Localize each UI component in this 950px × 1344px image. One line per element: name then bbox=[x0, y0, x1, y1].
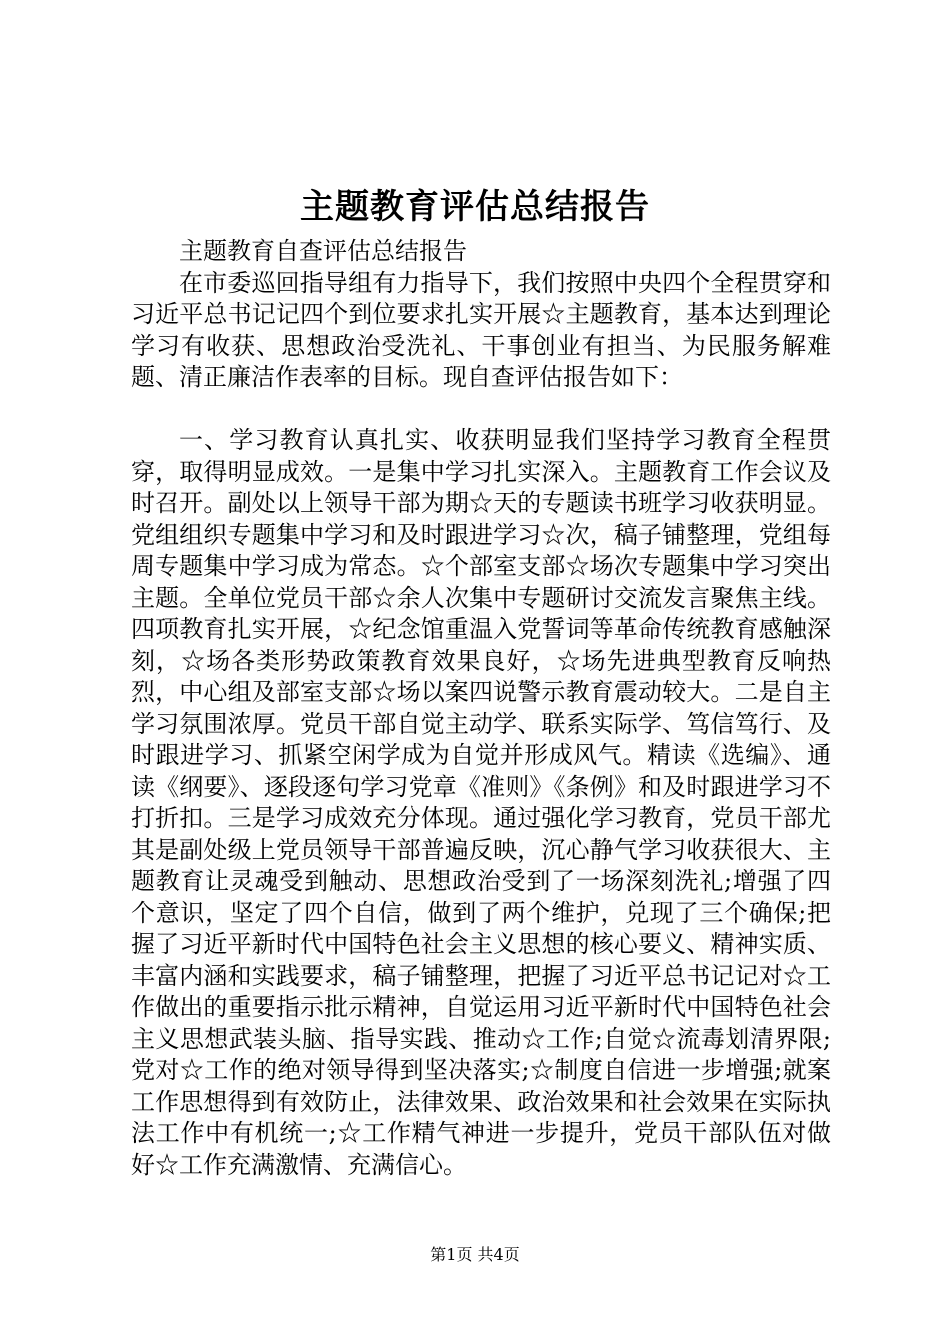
document-body bbox=[131, 236, 831, 1181]
document-title: 主题教育评估总结报告 bbox=[300, 187, 650, 227]
subtitle-paragraph: 主题教育自查评估总结报告 bbox=[179, 237, 467, 265]
page-number-footer: 第1页 共4页 bbox=[430, 1245, 520, 1264]
section-one-paragraph: 一、学习教育认真扎实、收获明显我们坚持学习教育全程贯穿，取得明显成效。一是集中学习扎实深入。主题教育工作会议及时召开。副处以上领导干部为期☆天的专题读书班学习收获明显。党组组织专题集中学习和及时跟进学习☆次，稿子铺整理，党组每周专题集中学习成为常态。☆个部室支部☆场次专题集中学习突出主题。全单位党员干部☆余人次集中专题研讨交流发言聚焦主线。四项教育扎实开展，☆纪念馆重温入党誓词等革命传统教育感触深刻，☆场各类形势政策教育效果良好，☆场先进典型教育反响热烈，中心组及部室支部☆场以案四说警示教育震动较大。二是自主学习氛围浓厚。党员干部自觉主动学、联系实际学、笃信笃行、及时跟进学习、抓紧空闲学成为自觉并形成风气。精读《选编》、通读《纲要》、逐段逐句学习党章《准则》《条例》和及时跟进学习不打折扣。三是学习成效充分体现。通过强化学习教育，党员干部尤其是副处级上党员领导干部普遍反映，沉心静气学习收获很大、主题教育让灵魂受到触动、思想政治受到了一场深刻洗礼;增强了四个意识，坚定了四个自信，做到了两个维护，兑现了三个确保;把握了习近平新时代中国特色社会主义思想的核心要义、精神实质、丰富内涵和实践要求，稿子铺整理，把握了习近平总书记记对☆工作做出的重要指示批示精神，自觉运用习近平新时代中国特色社会主义思想武装头脑、指导实践、推动☆工作;自觉☆流毒划清界限;党对☆工作的绝对领导得到坚决落实;☆制度自信进一步增强;就案工作思想得到有效防止，法律效果、政治效果和社会效果在实际执法工作中有机统一;☆工作精气神进一步提升，党员干部队伍对做好☆工作充满激情、充满信心。 bbox=[131, 426, 831, 1179]
intro-paragraph: 在市委巡回指导组有力指导下，我们按照中央四个全程贯穿和习近平总书记记四个到位要求扎实开展☆主题教育，基本达到理论学习有收获、思想政治受洗礼、干事创业有担当、为民服务解难题、清正廉洁作表率的目标。现自查评估报告如下： bbox=[131, 268, 831, 391]
